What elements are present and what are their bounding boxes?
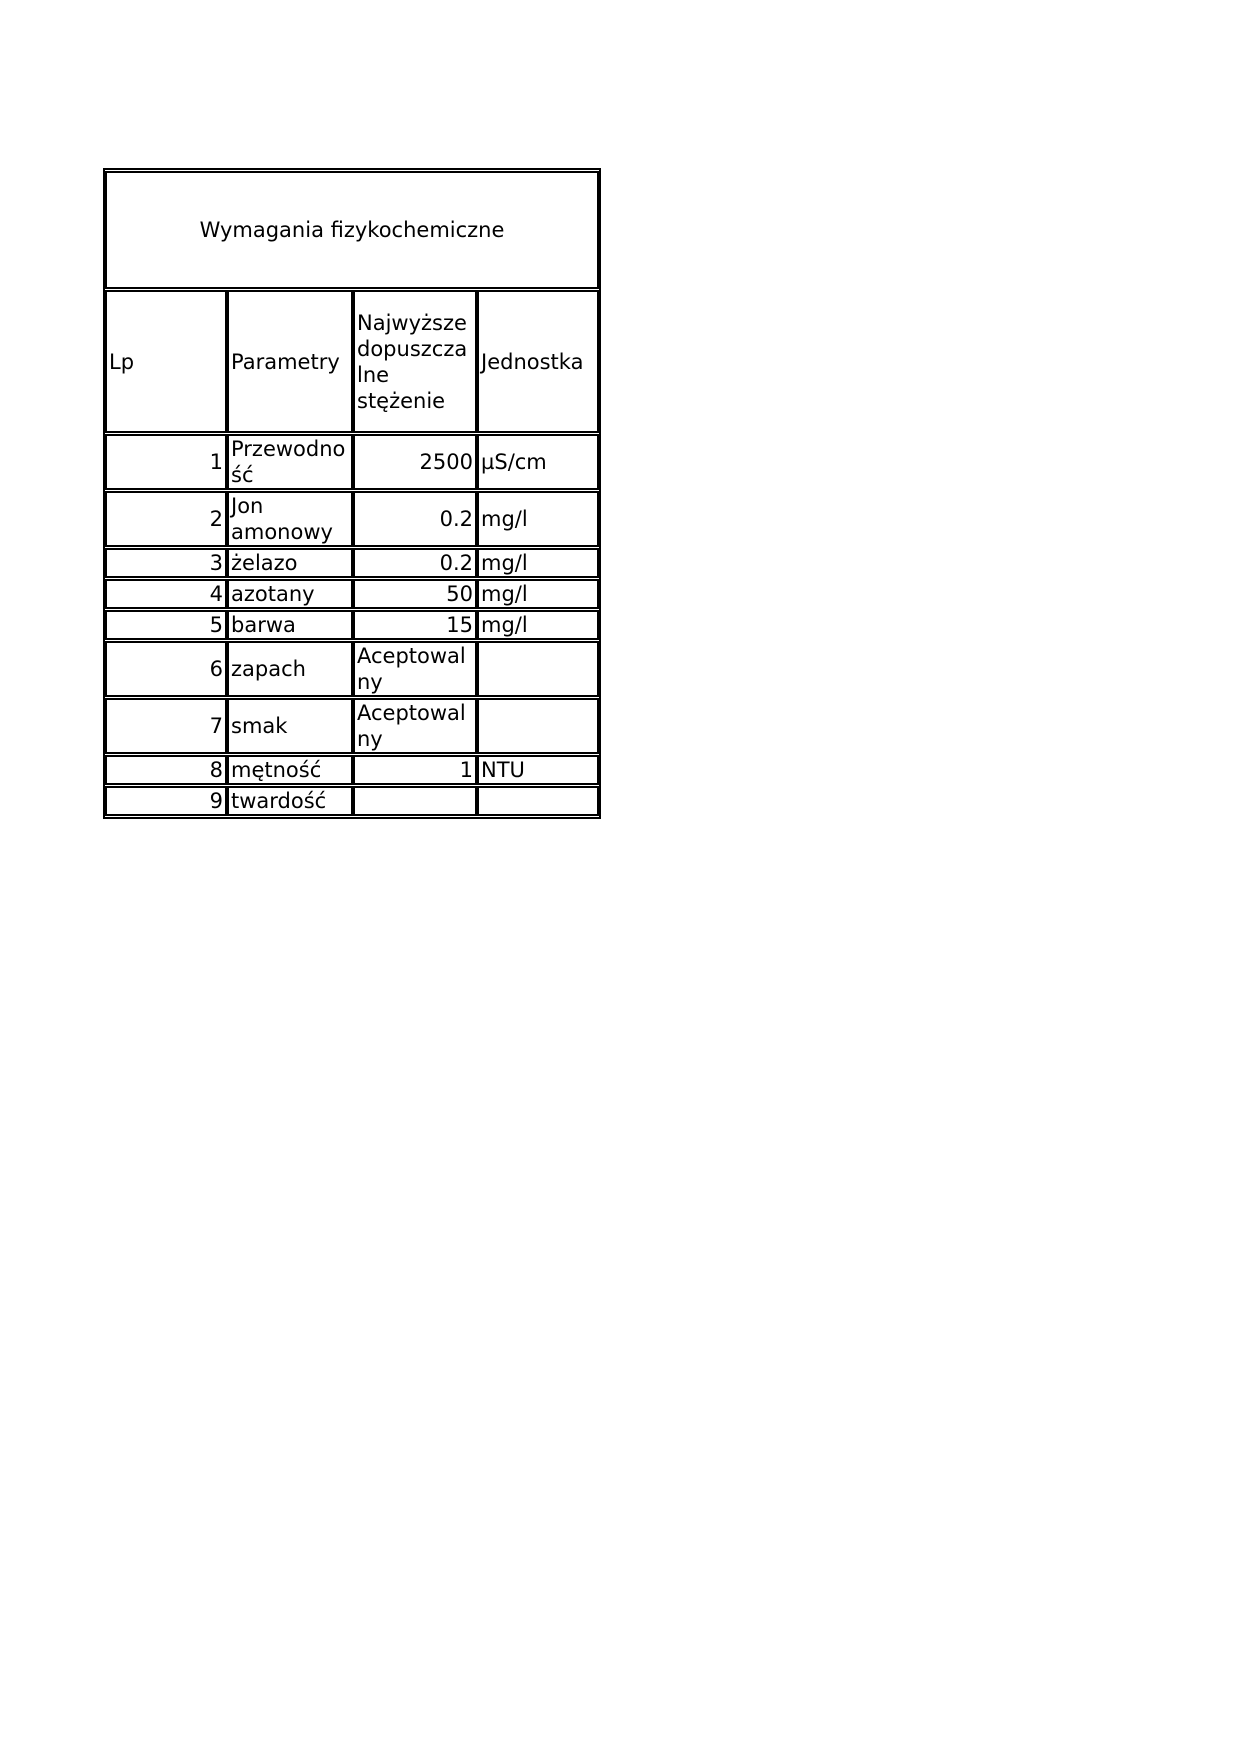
column-header-lp: Lp xyxy=(105,290,227,433)
cell-jednostka xyxy=(477,698,599,754)
cell-wartosc xyxy=(353,786,477,816)
cell-parametr: zapach xyxy=(227,641,353,697)
cell-lp: 9 xyxy=(105,786,227,816)
cell-parametr: żelazo xyxy=(227,548,353,578)
cell-parametr: twardość xyxy=(227,786,353,816)
cell-wartosc: Aceptowalny xyxy=(353,698,477,754)
cell-parametr: Jon amonowy xyxy=(227,491,353,547)
table-title: Wymagania fizykochemiczne xyxy=(105,171,599,289)
cell-wartosc: 1 xyxy=(353,755,477,785)
cell-wartosc: 50 xyxy=(353,579,477,609)
cell-wartosc: 2500 xyxy=(353,434,477,490)
column-header-parametry: Parametry xyxy=(227,290,353,433)
table-body xyxy=(105,434,599,816)
column-header-jednostka: Jednostka xyxy=(477,290,599,433)
column-header-stezenie: Najwyższe dopuszczalne stężenie xyxy=(353,290,477,433)
cell-wartosc: 0.2 xyxy=(353,491,477,547)
cell-lp: 8 xyxy=(105,755,227,785)
cell-jednostka: mg/l xyxy=(477,610,599,640)
cell-lp: 7 xyxy=(105,698,227,754)
cell-jednostka xyxy=(477,641,599,697)
cell-jednostka: µS/cm xyxy=(477,434,599,490)
cell-lp: 3 xyxy=(105,548,227,578)
table-row xyxy=(105,641,599,697)
requirements-table xyxy=(103,168,601,819)
table-row xyxy=(105,491,599,547)
header-row xyxy=(105,290,599,433)
table-row xyxy=(105,698,599,754)
title-row xyxy=(105,171,599,289)
cell-parametr: Przewodność xyxy=(227,434,353,490)
cell-parametr: azotany xyxy=(227,579,353,609)
cell-jednostka: mg/l xyxy=(477,579,599,609)
cell-lp: 5 xyxy=(105,610,227,640)
cell-parametr: mętność xyxy=(227,755,353,785)
cell-wartosc: 0.2 xyxy=(353,548,477,578)
table-row xyxy=(105,579,599,609)
cell-lp: 6 xyxy=(105,641,227,697)
cell-lp: 1 xyxy=(105,434,227,490)
cell-jednostka: mg/l xyxy=(477,548,599,578)
cell-wartosc: 15 xyxy=(353,610,477,640)
cell-lp: 2 xyxy=(105,491,227,547)
cell-jednostka: NTU xyxy=(477,755,599,785)
table-row xyxy=(105,755,599,785)
table-row xyxy=(105,548,599,578)
table-row xyxy=(105,786,599,816)
cell-parametr: smak xyxy=(227,698,353,754)
cell-jednostka xyxy=(477,786,599,816)
cell-jednostka: mg/l xyxy=(477,491,599,547)
cell-wartosc: Aceptowalny xyxy=(353,641,477,697)
table-row xyxy=(105,434,599,490)
table-row xyxy=(105,610,599,640)
cell-parametr: barwa xyxy=(227,610,353,640)
cell-lp: 4 xyxy=(105,579,227,609)
